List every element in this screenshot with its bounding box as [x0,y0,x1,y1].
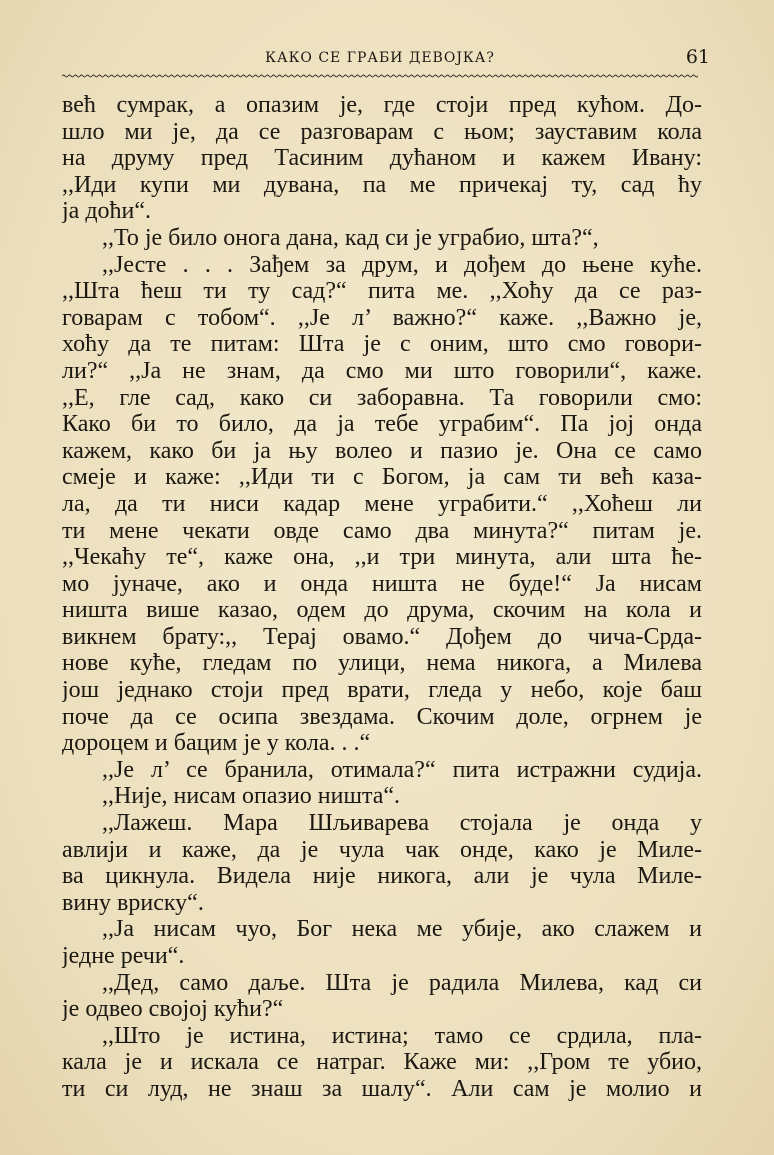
text-line: кала је и искала се натраг. Каже ми: ,,Гром те убио, [62,1049,702,1076]
text-line: ва цикнула. Видела није никога, али је чула Миле- [62,863,702,890]
text-line: вину вриску“. [62,889,204,916]
page-text [62,92,702,1103]
text-line: ,,Није, нисам опазио ништа“. [102,783,401,810]
text-line: смеје и каже: ,,Иди ти с Богом, ја сам ти већ каза- [62,464,702,491]
text-line: дороцем и бацим је у кола. . .“ [62,730,371,757]
text-line: нове куће, гледам по улици, нема никога, а Милева [62,650,702,677]
running-title: КАКО СЕ ГРАБИ ДЕВОЈКА? [265,50,495,66]
text-line: шло ми је, да се разговарам с њом; зауставим кола [62,118,702,145]
text-line: ,,Дед, само даље. Шта је радила Милева, кад си [102,969,702,996]
text-line: говарам с тобом“. ,,Је л’ важно?“ каже. ,,Важно је, [62,304,702,331]
page-number: 61 [685,46,710,68]
text-line: викнем брату:,, Терај овамо.“ Дођем до чича-Срда- [62,623,702,650]
text-line: једне речи“. [62,943,185,969]
text-line: ,,Јесте . . . Зађем за друм, и дођем до њене куће. [102,251,702,278]
text-line: ,,Иди купи ми дувана, па ме причекај ту, сад ћу [62,171,702,198]
text-line: ли?“ ,,Ја не знам, да смо ми што говорили“, каже. [62,357,702,384]
text-line: ,,То је било онога дана, кад си је уграбио, шта?“, [102,224,599,251]
text-line: Како би то било, да ја тебе уграбим“. Па јој онда [62,411,702,438]
text-line: ,,Што је истина, истина; тамо се срдила, пла- [102,1022,702,1049]
text-line: ,,Е, гле сад, како си заборавна. Та говорили смо: [62,384,702,411]
text-line: већ сумрак, а опазим је, где стоји пред кућом. До- [62,92,702,118]
text-line: ,,Је л’ се бранила, отимала?“ пита истражни судија. [102,756,702,783]
header-wavy-rule [62,72,698,80]
text-line: ништа више казао, одем до друма, скочим на кола и [62,597,702,624]
running-head [62,46,710,70]
text-line: ,,Шта ћеш ти ту сад?“ пита ме. ,,Хоћу да се раз- [62,278,702,305]
text-line: на друму пред Тасиним дућаном и кажем Ивану: [62,145,702,172]
text-line: кажем, како би ја њу волео и пазио је. Она се само [62,437,702,464]
text-line: авлији и каже, да је чула чак онде, како је Миле- [62,836,702,863]
text-line: ла, да ти ниси кадар мене уграбити.“ ,,Хоћеш ли [62,490,702,517]
text-line: ти мене чекати овде само два минута?“ питам је. [62,517,702,544]
text-line: мо јуначе, ако и онда ништа не буде!“ Ја нисам [62,570,702,597]
text-line: ,,Ја нисам чуо, Бог нека ме убије, ако слажем и [102,916,702,943]
text-line: ,,Чекаћу те“, каже она, ,,и три минута, али шта ће- [62,544,702,571]
text-line: још једнако стоји пред врати, гледа у небо, које баш [62,677,702,704]
text-line: је одвео својој кући?“ [62,996,284,1023]
text-line: ти си луд, не знаш за шалу“. Али сам је молио и [62,1075,702,1102]
text-line: хоћу да те питам: Шта је с оним, што смо говори- [62,331,702,358]
text-line: ја доћи“. [62,198,152,225]
text-line: поче да се осипа звездама. Скочим доле, огрнем је [62,703,702,730]
text-line: ,,Лажеш. Мара Шљиварева стојала је онда у [102,810,702,837]
